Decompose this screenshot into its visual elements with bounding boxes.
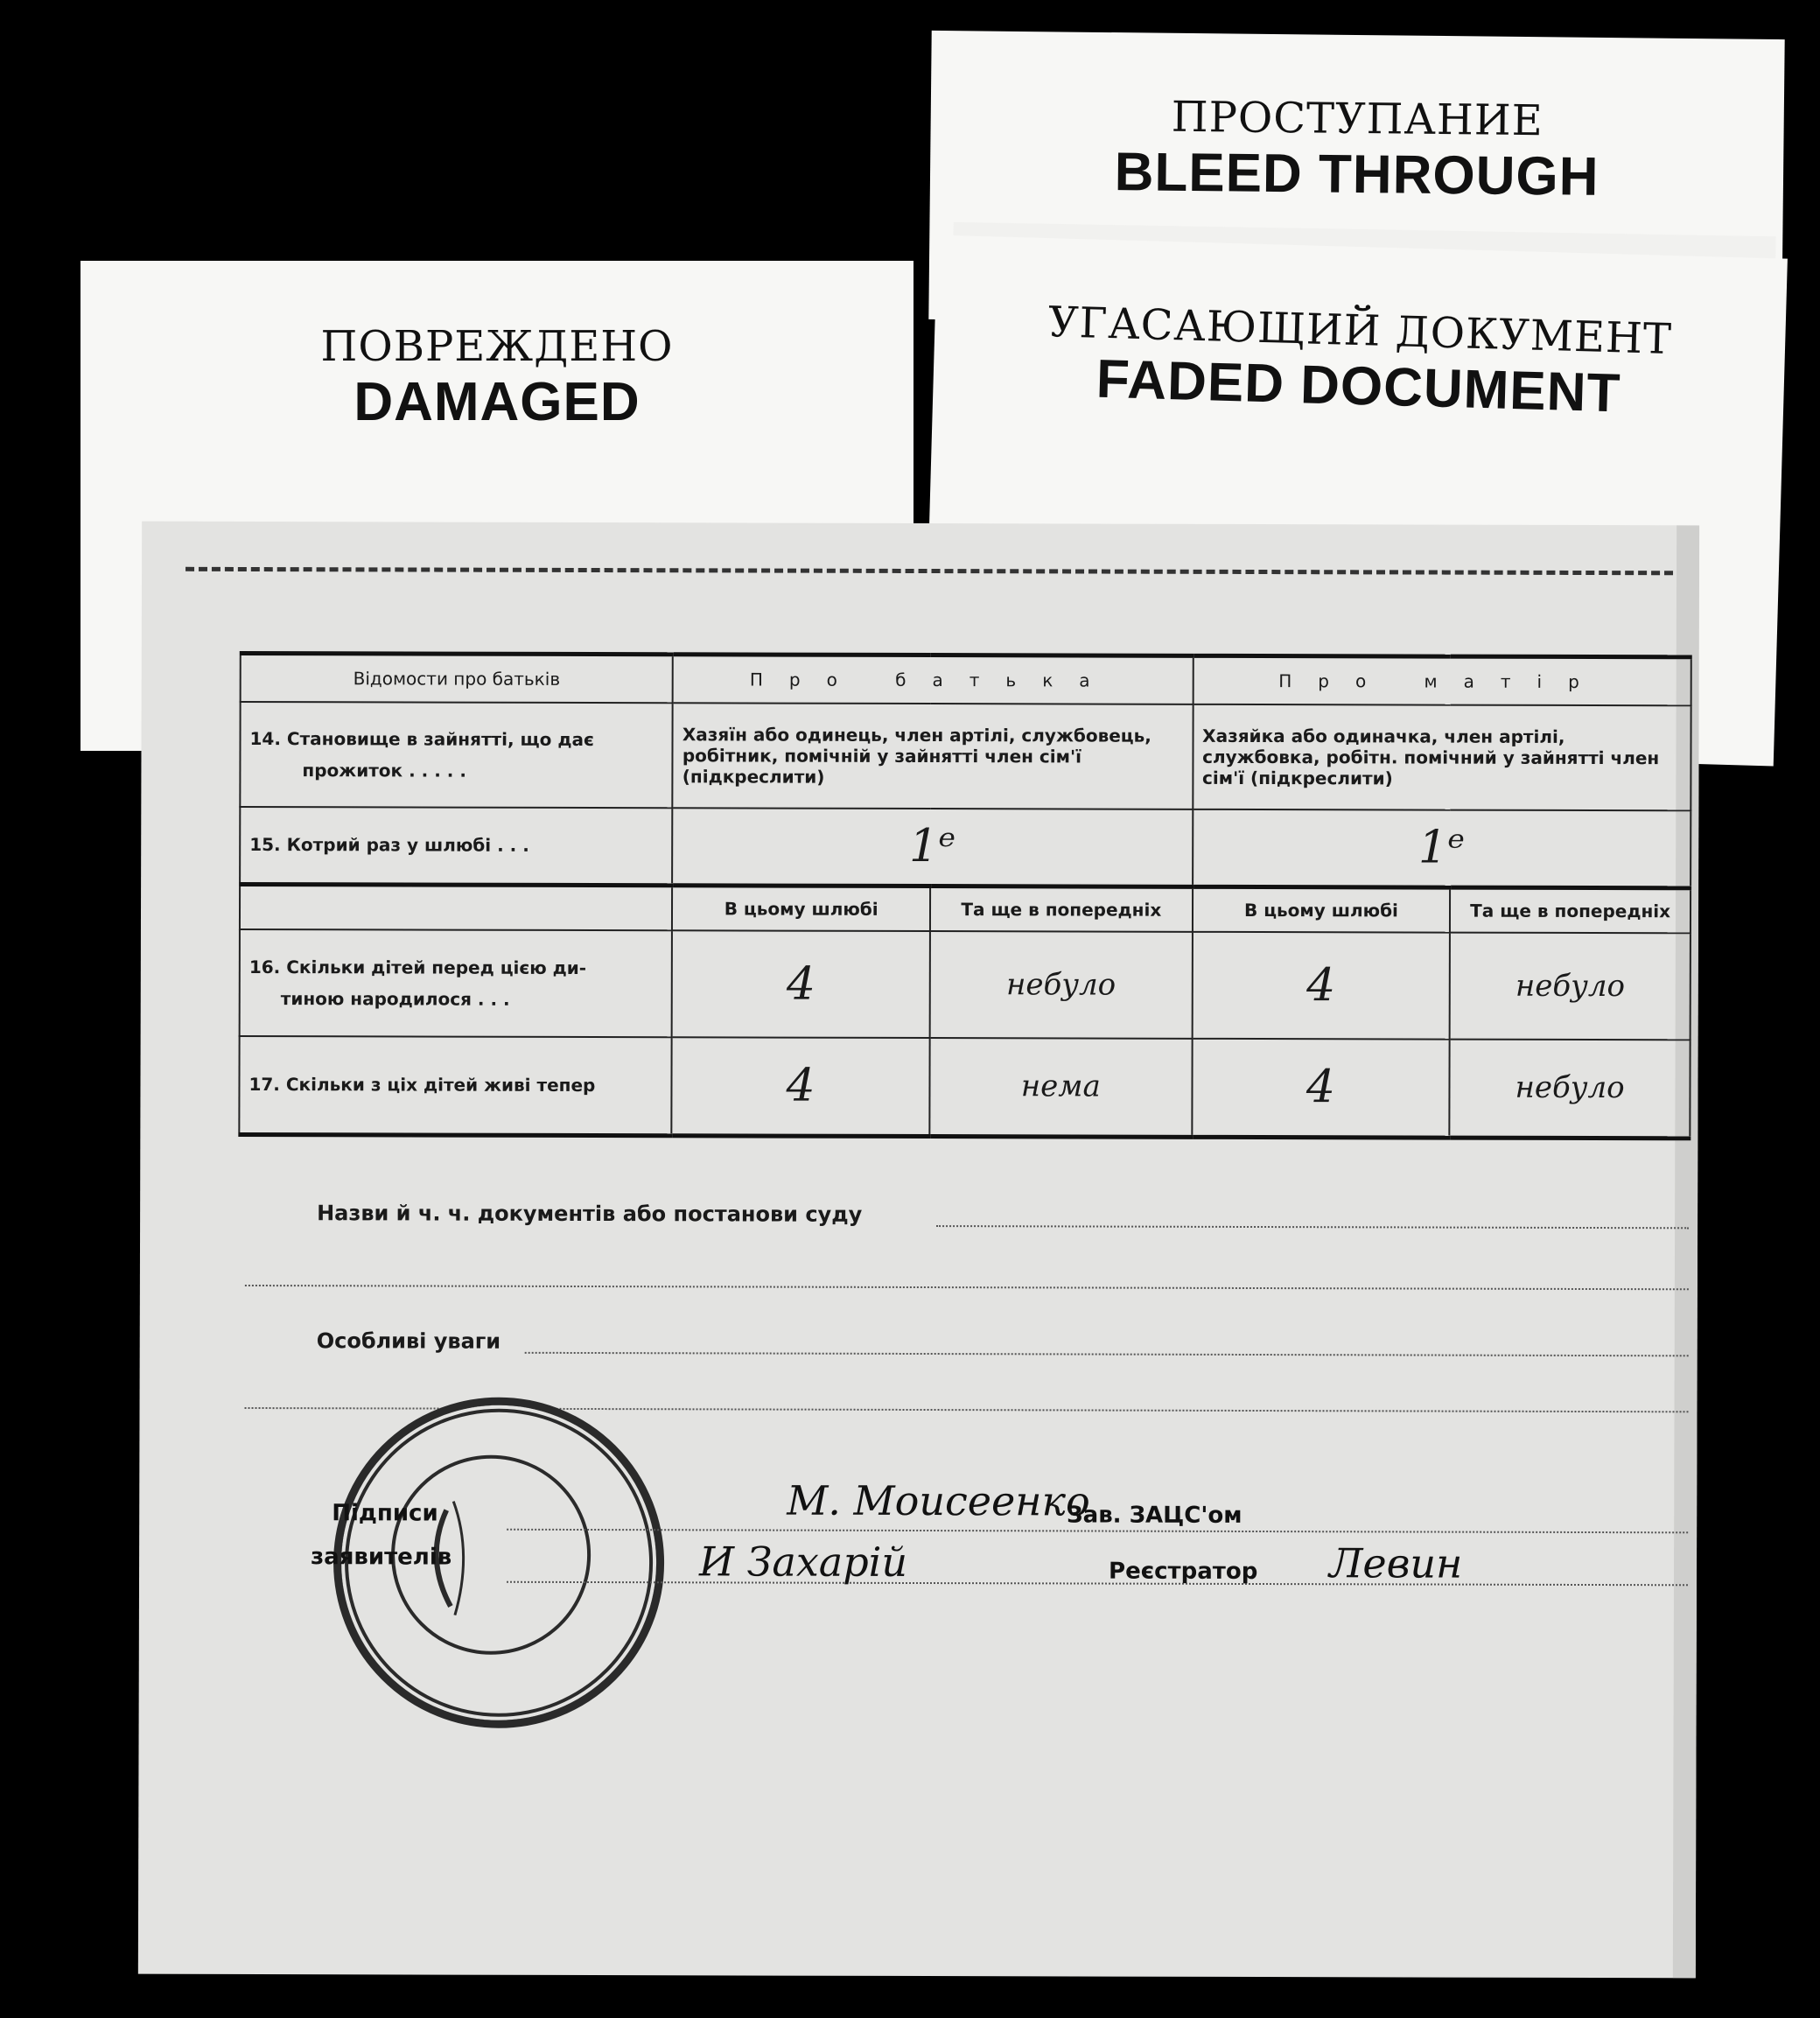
applicant-signature-2: И Захарій xyxy=(698,1538,908,1586)
header-parents-info: Відомости про батьків xyxy=(241,653,674,703)
row14-father: Хазяїн або одинець, член артілі, службовець, робітник, помічній у зайнятті член сім'ї (підкреслити) xyxy=(673,703,1194,809)
row16-mother-this: 4 xyxy=(1192,932,1450,1040)
row16-mother-prev: небуло xyxy=(1450,933,1690,1041)
row14-mother: Хазяйка або одиначка, член артілі, службовка, робітн. помічний у зайнятті член сім'ї (підкреслити) xyxy=(1193,704,1691,810)
row17-father-prev: нема xyxy=(929,1038,1192,1137)
bleed-through-en: BLEED THROUGH xyxy=(1114,142,1600,207)
documents-label: Назви й ч. ч. документів або постанови суду xyxy=(317,1201,863,1227)
row17-mother-this: 4 xyxy=(1192,1039,1450,1138)
registrar-signature: Левин xyxy=(1328,1539,1463,1587)
table-row xyxy=(240,702,1690,810)
row16-label xyxy=(240,929,673,1037)
subheader-row xyxy=(240,884,1690,933)
faded-document-ru: УГАСАЮЩИЙ ДОКУМЕНТ xyxy=(1047,298,1673,365)
damaged-en: DAMAGED xyxy=(354,372,640,432)
signatures-label-2: заявителів xyxy=(311,1544,452,1571)
subheader-mother-this: В цьому шлюбі xyxy=(1193,886,1451,933)
subheader-father-prev: Та ще в попередніх xyxy=(930,886,1193,932)
row14-label xyxy=(240,702,673,808)
applicant-signature-1: М. Моисеенко xyxy=(787,1476,1090,1525)
row16-father-this: 4 xyxy=(672,930,930,1038)
row15-father: 1ᵉ xyxy=(672,808,1193,886)
row15-label: 15. Котрий раз у шлюбі . . . xyxy=(240,807,673,885)
subheader-blank xyxy=(240,884,672,930)
head-of-registry-label: Зав. ЗАЦС'ом xyxy=(1067,1502,1242,1529)
faded-document-en: FADED DOCUMENT xyxy=(1096,348,1622,424)
bleed-through-ru: ПРОСТУПАНИЕ xyxy=(1171,92,1544,146)
document-sheet xyxy=(138,522,1699,1979)
row16-father-prev: небуло xyxy=(930,931,1193,1039)
row14-label-line1: 14. Становище в зайнятті, що дає xyxy=(249,727,594,751)
header-mother: Про матір xyxy=(1193,655,1690,705)
table-header-row xyxy=(241,653,1691,705)
signatures-label-1: Підписи xyxy=(332,1500,438,1527)
registrar-label: Реєстратор xyxy=(1108,1558,1258,1586)
table-row xyxy=(240,929,1690,1040)
header-father: Про батька xyxy=(673,655,1193,704)
subheader-father-this: В цьому шлюбі xyxy=(672,885,930,931)
row17-mother-prev: небуло xyxy=(1450,1040,1690,1139)
notes-line xyxy=(525,1352,1689,1356)
row16-label-line2: тиною народилося . . . xyxy=(280,988,510,1010)
row17-label: 17. Скільки з ціх дітей живі тепер xyxy=(239,1036,672,1135)
perforation-line xyxy=(186,567,1673,575)
documents-line xyxy=(936,1225,1689,1229)
parents-info-table xyxy=(238,651,1691,1140)
table-row xyxy=(240,807,1690,887)
notes-label: Особливі уваги xyxy=(316,1328,501,1354)
row15-mother: 1ᵉ xyxy=(1193,809,1691,887)
documents-line-2 xyxy=(245,1285,1689,1290)
table-row xyxy=(239,1036,1690,1138)
row17-father-this: 4 xyxy=(672,1037,930,1136)
row16-label-line1: 16. Скільки дітей перед цією ди- xyxy=(248,956,587,979)
damaged-ru: ПОВРЕЖДЕНО xyxy=(320,322,674,371)
row14-label-line2: прожиток . . . . . xyxy=(302,760,466,781)
signature-line-1 xyxy=(507,1529,1688,1534)
subheader-mother-prev: Та ще в попередніх xyxy=(1450,887,1690,934)
signature-line-2 xyxy=(507,1581,1688,1587)
